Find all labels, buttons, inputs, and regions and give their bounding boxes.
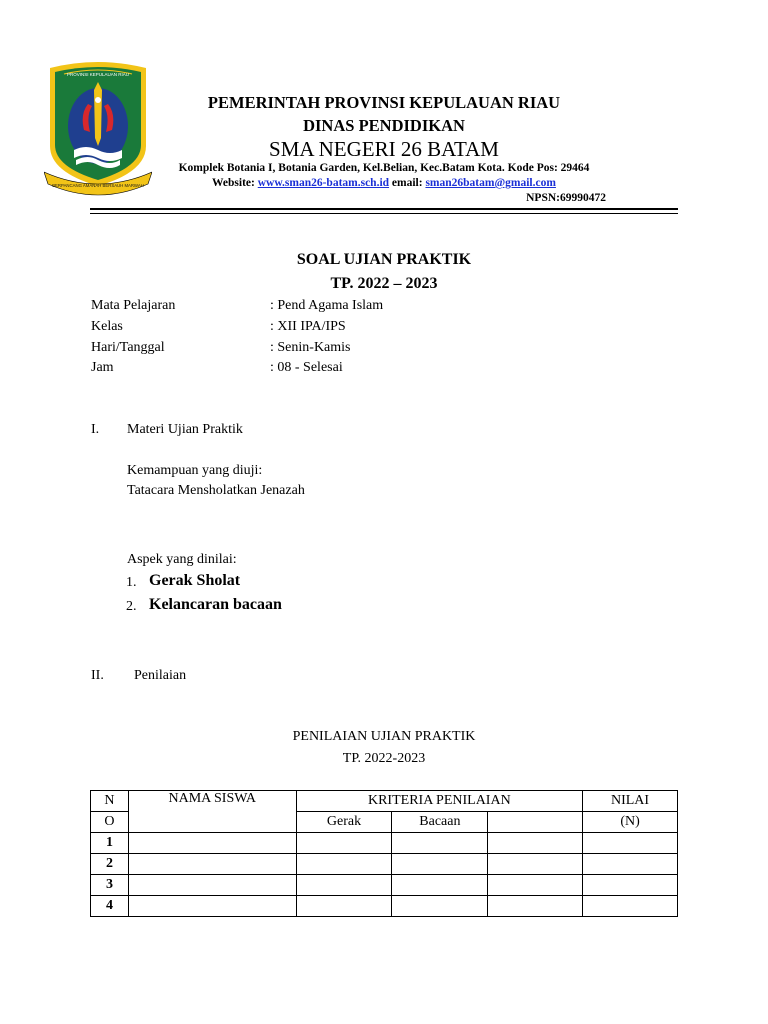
- email-link[interactable]: sman26batam@gmail.com: [425, 177, 556, 189]
- npsn: NPSN:69990472: [526, 192, 606, 204]
- table-row: [91, 875, 678, 896]
- student-name-cell[interactable]: [128, 854, 296, 875]
- subheader-empty: [488, 812, 583, 833]
- school-name: SMA NEGERI 26 BATAM: [269, 137, 499, 161]
- score-cell[interactable]: [583, 854, 678, 875]
- row-number: 4: [91, 896, 129, 917]
- government-name: PEMERINTAH PROVINSI KEPULAUAN RIAU: [207, 93, 561, 112]
- student-name-cell[interactable]: [128, 875, 296, 896]
- bacaan-cell[interactable]: [392, 833, 488, 854]
- score-cell[interactable]: [583, 833, 678, 854]
- aspect-2-number: 2.: [126, 599, 137, 614]
- bacaan-cell[interactable]: [392, 854, 488, 875]
- score-cell[interactable]: [583, 875, 678, 896]
- header-student-name: NAMA SISWA: [128, 791, 296, 833]
- agency-name: DINAS PENDIDIKAN: [303, 116, 465, 135]
- student-name-cell[interactable]: [128, 896, 296, 917]
- gerak-cell[interactable]: [296, 875, 392, 896]
- student-name-cell[interactable]: [128, 833, 296, 854]
- row-number: 3: [91, 875, 129, 896]
- table-row: [91, 896, 678, 917]
- info-value-subject: : Pend Agama Islam: [270, 298, 384, 313]
- subheader-bacaan: Bacaan: [392, 812, 488, 833]
- table-header-row: [91, 791, 678, 812]
- info-label-day: Hari/Tanggal: [91, 340, 165, 355]
- exam-title: SOAL UJIAN PRAKTIK: [296, 251, 472, 268]
- header-score-2: (N): [583, 812, 678, 833]
- gerak-cell[interactable]: [296, 854, 392, 875]
- row-number: 1: [91, 833, 129, 854]
- row-number: 2: [91, 854, 129, 875]
- email-label: email:: [391, 177, 423, 189]
- logo-ribbon-text: BERPANCANG AMANAH BERSAUH MARWAH: [52, 183, 144, 188]
- letterhead-divider-thick: [90, 208, 678, 210]
- table-title: PENILAIAN UJIAN PRAKTIK: [292, 729, 476, 744]
- gerak-cell[interactable]: [296, 833, 392, 854]
- section2-number: II.: [91, 668, 104, 683]
- gerak-cell[interactable]: [296, 896, 392, 917]
- table-row: [91, 833, 678, 854]
- subheader-gerak: Gerak: [296, 812, 392, 833]
- letterhead-divider-thin: [90, 213, 678, 214]
- header-criteria: KRITERIA PENILAIAN: [296, 791, 582, 812]
- website-label: Website:: [212, 177, 255, 189]
- table-row: [91, 854, 678, 875]
- logo-top-text: PROVINSI KEPULAUAN RIAU: [66, 72, 130, 77]
- extra-cell[interactable]: [488, 833, 583, 854]
- score-cell[interactable]: [583, 896, 678, 917]
- extra-cell[interactable]: [488, 875, 583, 896]
- header-score-1: NILAI: [583, 791, 678, 812]
- exam-year: TP. 2022 – 2023: [330, 275, 438, 292]
- school-crest-logo: [44, 60, 152, 198]
- info-label-time: Jam: [91, 360, 114, 375]
- info-label-class: Kelas: [91, 319, 123, 334]
- info-value-day: : Senin-Kamis: [270, 340, 351, 355]
- bacaan-cell[interactable]: [392, 875, 488, 896]
- aspect-2-text: Kelancaran bacaan: [149, 596, 282, 613]
- info-value-time: : 08 - Selesai: [270, 360, 343, 375]
- score-table: [90, 790, 678, 917]
- ability-label: Kemampuan yang diuji:: [127, 463, 263, 478]
- header-no-2: O: [91, 812, 129, 833]
- info-label-subject: Mata Pelajaran: [91, 298, 176, 313]
- extra-cell[interactable]: [488, 896, 583, 917]
- section2-title: Penilaian: [134, 668, 187, 683]
- table-year: TP. 2022-2023: [342, 751, 426, 766]
- school-address: Komplek Botania I, Botania Garden, Kel.Belian, Kec.Batam Kota. Kode Pos: 29464: [178, 162, 590, 174]
- section1-title: Materi Ujian Praktik: [127, 422, 243, 437]
- contact-line: [160, 177, 608, 189]
- ability-text: Tatacara Mensholatkan Jenazah: [127, 483, 305, 498]
- info-value-class: : XII IPA/IPS: [270, 319, 346, 334]
- aspect-1-text: Gerak Sholat: [149, 572, 241, 589]
- extra-cell[interactable]: [488, 854, 583, 875]
- aspect-1-number: 1.: [126, 575, 137, 590]
- section1-number: I.: [91, 422, 100, 437]
- aspects-label: Aspek yang dinilai:: [127, 552, 237, 567]
- header-no-1: N: [91, 791, 129, 812]
- website-link[interactable]: www.sman26-batam.sch.id: [257, 177, 390, 189]
- bacaan-cell[interactable]: [392, 896, 488, 917]
